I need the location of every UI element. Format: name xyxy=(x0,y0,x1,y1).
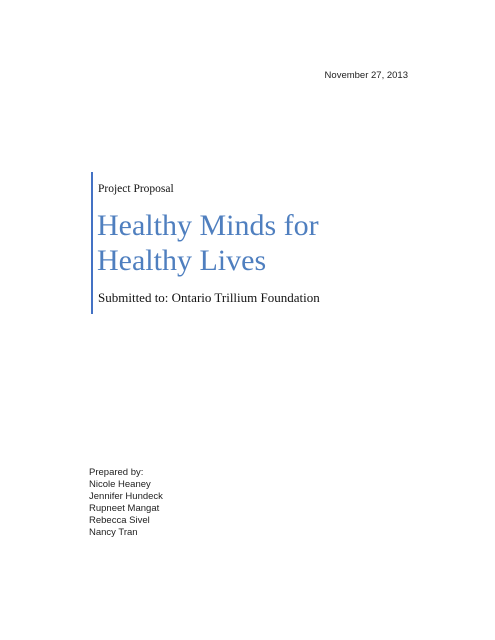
author-name: Nicole Heaney xyxy=(89,479,151,490)
document-title-line-1: Healthy Minds for xyxy=(97,209,319,242)
document-date: November 27, 2013 xyxy=(324,70,408,81)
document-title xyxy=(97,208,387,278)
author-name: Jennifer Hundeck xyxy=(89,491,163,502)
prepared-by-label: Prepared by: xyxy=(89,467,144,478)
document-kicker: Project Proposal xyxy=(98,183,174,195)
document-title-line-2: Healthy Lives xyxy=(97,244,267,277)
prepared-by-section xyxy=(89,467,163,539)
submitted-to: Submitted to: Ontario Trillium Foundation xyxy=(98,290,320,305)
title-accent-rule xyxy=(91,172,93,314)
author-name: Rebecca Sivel xyxy=(89,515,150,526)
title-block xyxy=(91,172,391,314)
author-name: Nancy Tran xyxy=(89,527,138,538)
author-name: Rupneet Mangat xyxy=(89,503,160,514)
